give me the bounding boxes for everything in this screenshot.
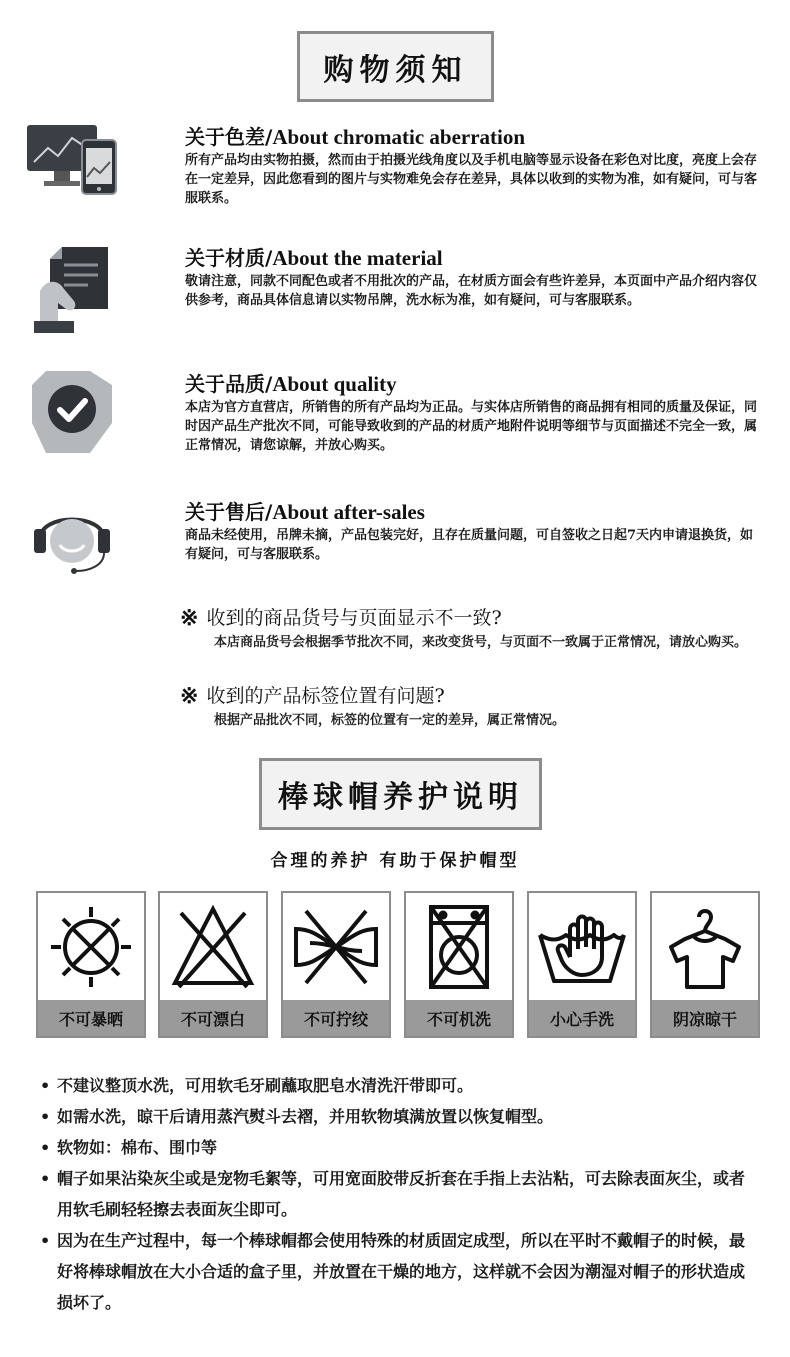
notice-material [24, 243, 764, 343]
notice-body: 本店为官方直营店，所销售的所有产品均为正品。与实体店所销售的商品拥有相同的质量及保证，同时因产品生产批次不同，可能导致收到的产品的材质产地附件说明等细节与页面描述不完全一致，属正常情况，请您谅解，并放心购买。 [185, 400, 758, 453]
care-tips-list [40, 1070, 760, 1318]
shield-check-icon [24, 369, 124, 469]
notice-chromatic-aberration [24, 122, 764, 222]
notice-heading-cn: 关于品质/ [185, 372, 273, 396]
care-label: 阴凉晾干 [652, 1000, 758, 1036]
care-tip: • 不建议整顶水洗，可用软毛牙刷蘸取肥皂水清洗汗带即可。 [40, 1070, 760, 1101]
notice-heading-en: About the material [272, 246, 443, 270]
faq-question: 收到的商品货号与页面显示不一致? [206, 607, 502, 629]
no-sun-dry-icon [45, 899, 137, 995]
shade-dry-icon [659, 899, 751, 995]
notice-heading-cn: 关于色差/ [185, 125, 273, 149]
headset-icon [24, 499, 124, 599]
care-symbol-no-bleach [158, 891, 268, 1038]
monitor-phone-icon [24, 122, 124, 222]
care-label: 不可机洗 [406, 1000, 512, 1036]
faq-question: 收到的产品标签位置有问题? [206, 685, 445, 707]
care-tip: • 如需水洗，晾干后请用蒸汽熨斗去褶，并用软物填满放置以恢复帽型。 [40, 1101, 760, 1132]
notice-body: 敬请注意，同款不同配色或者不用批次的产品，在材质方面会有些许差异，本页面中产品介绍内容仅供参考，商品具体信息请以实物吊牌，洗水标为准，如有疑问，可与客服联系。 [185, 274, 758, 308]
reference-mark-icon: ※ [180, 683, 199, 709]
care-label: 不可拧绞 [283, 1000, 389, 1036]
care-tip: • 因为在生产过程中，每一个棒球帽都会使用特殊的材质固定成型，所以在平时不戴帽子的时候，最好将棒球帽放在大小合适的盒子里，并放置在干燥的地方，这样就不会因为潮湿对帽子的形状造成损坏了。 [40, 1225, 760, 1318]
care-label: 不可漂白 [160, 1000, 266, 1036]
faq-item-sku [180, 605, 770, 652]
no-bleach-icon [167, 899, 259, 995]
no-wring-icon [290, 899, 382, 995]
notice-heading-en: About after-sales [272, 500, 425, 524]
care-tip: • 帽子如果沾染灰尘或是宠物毛絮等，可用宽面胶带反折套在手指上去沾粘，可去除表面灰尘，或者用软毛刷轻轻擦去表面灰尘即可。 [40, 1163, 760, 1225]
care-symbol-no-machine-wash [404, 891, 514, 1038]
notice-body: 所有产品均由实物拍摄，然而由于拍摄光线角度以及手机电脑等显示设备在彩色对比度，亮度上会存在一定差异，因此您看到的图片与实物难免会存在差异，具体以收到的实物为准，如有疑问，可与客服联系。 [185, 153, 758, 206]
notice-heading-en: About chromatic aberration [272, 125, 526, 149]
reference-mark-icon: ※ [180, 605, 199, 631]
care-symbol-shade-dry [650, 891, 760, 1038]
shopping-notice-title: 购物须知 [297, 31, 494, 102]
care-tip: • 软物如：棉布、围巾等 [40, 1132, 760, 1163]
care-subtitle: 合理的养护 有助于保护帽型 [270, 851, 520, 871]
notice-heading-cn: 关于售后/ [185, 500, 273, 524]
notice-after-sales [24, 499, 764, 599]
notice-heading-cn: 关于材质/ [185, 246, 273, 270]
notice-quality [24, 369, 764, 469]
care-instructions-title: 棒球帽养护说明 [259, 758, 542, 830]
notice-heading-en: About quality [272, 372, 397, 396]
hand-wash-icon [536, 899, 628, 995]
care-symbol-no-wring [281, 891, 391, 1038]
faq-answer: 本店商品货号会根据季节批次不同，来改变货号，与页面不一致属于正常情况，请放心购买。 [214, 635, 748, 650]
care-label: 小心手洗 [529, 1000, 635, 1036]
care-symbol-no-sun-dry [36, 891, 146, 1038]
notice-body: 商品未经使用，吊牌未摘，产品包装完好，且存在质量问题，可自签收之日起7天内申请退换货，如有疑问，可与客服联系。 [185, 528, 754, 562]
no-machine-wash-icon [413, 899, 505, 995]
care-symbol-hand-wash [527, 891, 637, 1038]
faq-answer: 根据产品批次不同，标签的位置有一定的差异，属正常情况。 [214, 713, 566, 728]
care-label: 不可暴晒 [38, 1000, 144, 1036]
hand-document-icon [24, 243, 124, 343]
faq-item-label [180, 683, 770, 730]
